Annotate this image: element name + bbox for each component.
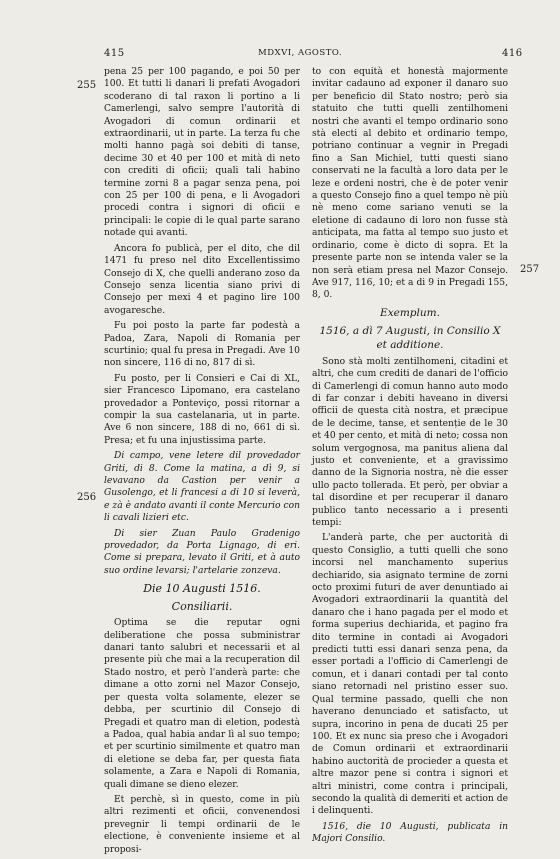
paragraph: pena 25 per 100 pagando, e poi 50 per 100. Et tutti li danari li prefati Avogadori scoderano di tal raxon li portino a li Camerlengi, salvo sempre l'autorità di Avogadori di comun ordinarii et extraordinarii, ut in parte. La terza fu che molti hanno pagà soi debiti di tanse, decime 30 et 40 per 100 et mità di neto con crediti di oficii; quali tali habino termine zorni 8 a pagar senza pena, poi con 25 per 100 di pena, e li Avogadori procedi contra i signori di oficii e principali: le copie di le qual parte sarano notade qui avanti. bbox=[104, 67, 300, 239]
page-number-right: 416 bbox=[502, 48, 523, 59]
section-heading: 1516, a dì 7 Augusti, in Consilio X bbox=[319, 324, 501, 337]
margin-number-257: 257 bbox=[520, 264, 540, 275]
left-column bbox=[104, 66, 300, 859]
paragraph: Di sier Zuan Paulo Gradenigo provedador, da Porta Lignago, di eri. Come si prepara, levato il Griti, et à auto suo ordine levarsi; l'artelarie zonzeva. bbox=[104, 528, 300, 576]
section-heading: Exemplum. bbox=[380, 306, 440, 319]
section-heading: Consiliarii. bbox=[171, 600, 233, 614]
paragraph: L'anderà parte, che per auctorità di questo Consiglio, a tutti quelli che sono incorsi nel manchamento superius dechiarido, sia asignato termine de zorni octo proximi futuri de aver denuntiado ai Avogadori extraordinarii la quantità del danaro che i hano pagada per el modo et forma superius dechiarida, et pagino fra dito termine in contadi ai Avogadori predicti tutti essi danari senza pena, da esser portadi a l'officio di Camerlengi de comun, et i danari contadi per tal conto siano retornadi nel pristino esser suo. Qual termine passado, quelli che non haverano denunciado et satisfacto, ut supra, incorino in pena de ducati 25 per 100. Et ex nunc sia preso che i Avogadori de Comun ordinarii et extraordinarii habino auctorità de procieder a questa et altre mazor pene si contra i signori et altri ministri, come contra i principali, secondo la qualità di demeriti et action de i delinquenti. bbox=[312, 533, 508, 817]
page-number-left: 415 bbox=[104, 48, 125, 59]
paragraph: 1516, die 10 Augusti, publicata in Majori Consilio. bbox=[312, 821, 508, 845]
running-header: MDXVI, AGOSTO. bbox=[258, 48, 343, 58]
section-date-heading: Die 10 Augusti 1516. bbox=[143, 582, 261, 596]
paragraph: Fu posto, per li Consieri e Cai di XL, sier Francesco Lipomano, era castelano provedador a Ponteviço, possi ritornar a compir la sua castelanaria, ut in parte. Ave 6 non sincere, 188 di no, 661 di sì. Presa; et fu una injustissima parte. bbox=[104, 373, 300, 446]
paragraph: Et perchè, sì in questo, come in più altri rezimenti et oficii, convenendosi prevegnir li tempi ordinarii de le electione, è conveniente insieme et al proposi- bbox=[104, 794, 300, 855]
paragraph: Di campo, vene letere dil provedador Griti, di 8. Come la matina, a dì 9, si levavano da Castion per venir a Gusolengo, et li francesi a di 10 si leverà, e zà è andato avanti il conte Mercurio con li cavali lizieri etc. bbox=[104, 451, 300, 524]
margin-number-256: 256 bbox=[77, 492, 97, 503]
paragraph: Ancora fo publicà, per el dito, che dil 1471 fu preso nel dito Excellentissimo Consejo di X, che quelli anderano zoso da Consejo senza licentia siano privi di Consejo per mexi 4 et pagino lire 100 avogaresche. bbox=[104, 243, 300, 316]
paragraph: Fu poi posto la parte far podestà a Padoa, Zara, Napoli di Romania per scurtinio; qual fu presa in Pregadi. Ave 10 non sincere, 116 di no, 817 di sì. bbox=[104, 321, 300, 369]
paragraph: to con equità et honestà majormente invitar cadauno ad exponer il danaro suo per beneficio dil Stato nostro; però sia statuito che tutti quelli zentilhomeni nostri che avanti el tempo ordinario sono stà electi al debito et ordinario tempo, potriano continuar a vegnir in Pregadi fino a San Michiel, tutti questi siano conservati ne la facultà a loro data per le leze e ordeni nostri, che è de poter venir a questo Consejo fino a quel tempo nè più nè meno come sariano venuti se la eletione di cadauno di loro non fusse stà anticipata, ma fatta al tempo suo justo et ordinario, come è dicto di sopra. Et la presente parte non se intenda valer se la non serà etiam presa nel Mazor Consejo. Ave 917, 116, 10; et a di 9 in Pregadi 155, 8, 0. bbox=[312, 67, 508, 301]
paragraph: Sono stà molti zentilhomeni, citadini et altri, che cum crediti de danari de l'officio di Camerlengi di comun hanno auto modo di far conzar i debiti haveano in diversi officii de questa cità nostra, et præcipue de le decime, tanse, et sentenție de le 30 et 40 per cento, et mità di neto; cossa non solum vergognosa, ma panitus aliena dal justo et conveniente, et a gravissimo danno de la Signoria nostra, nè die esser ullo pacto tollerada. Et però, per obviar a tal disordine et per recuperar il danaro publico tanto necessario a i presenti tempi: bbox=[312, 356, 508, 528]
paragraph: Optima se die reputar ogni deliberatione che possa subministrar danari tanto salubri et necessarii et al presente più che mai a la recuperation dil Stado nostro, et però l'anderà parte: che dimane a otto zorni nel Mazor Consejo, per questa volta solamente, elezer se debba, per scurtinio dil Consejo di Pregadi et quatro man di eletion, podestà a Padoa, qual habia andar lì al suo tempo; et per scurtinio similmente et quatro man di eletione se deba far, per questa fiata solamente, a Zara e Napoli di Romania, quali dimane se dieno elezer. bbox=[104, 618, 300, 790]
margin-number-255: 255 bbox=[77, 80, 97, 91]
section-subheading: et additione. bbox=[376, 338, 444, 351]
right-column bbox=[312, 66, 508, 849]
